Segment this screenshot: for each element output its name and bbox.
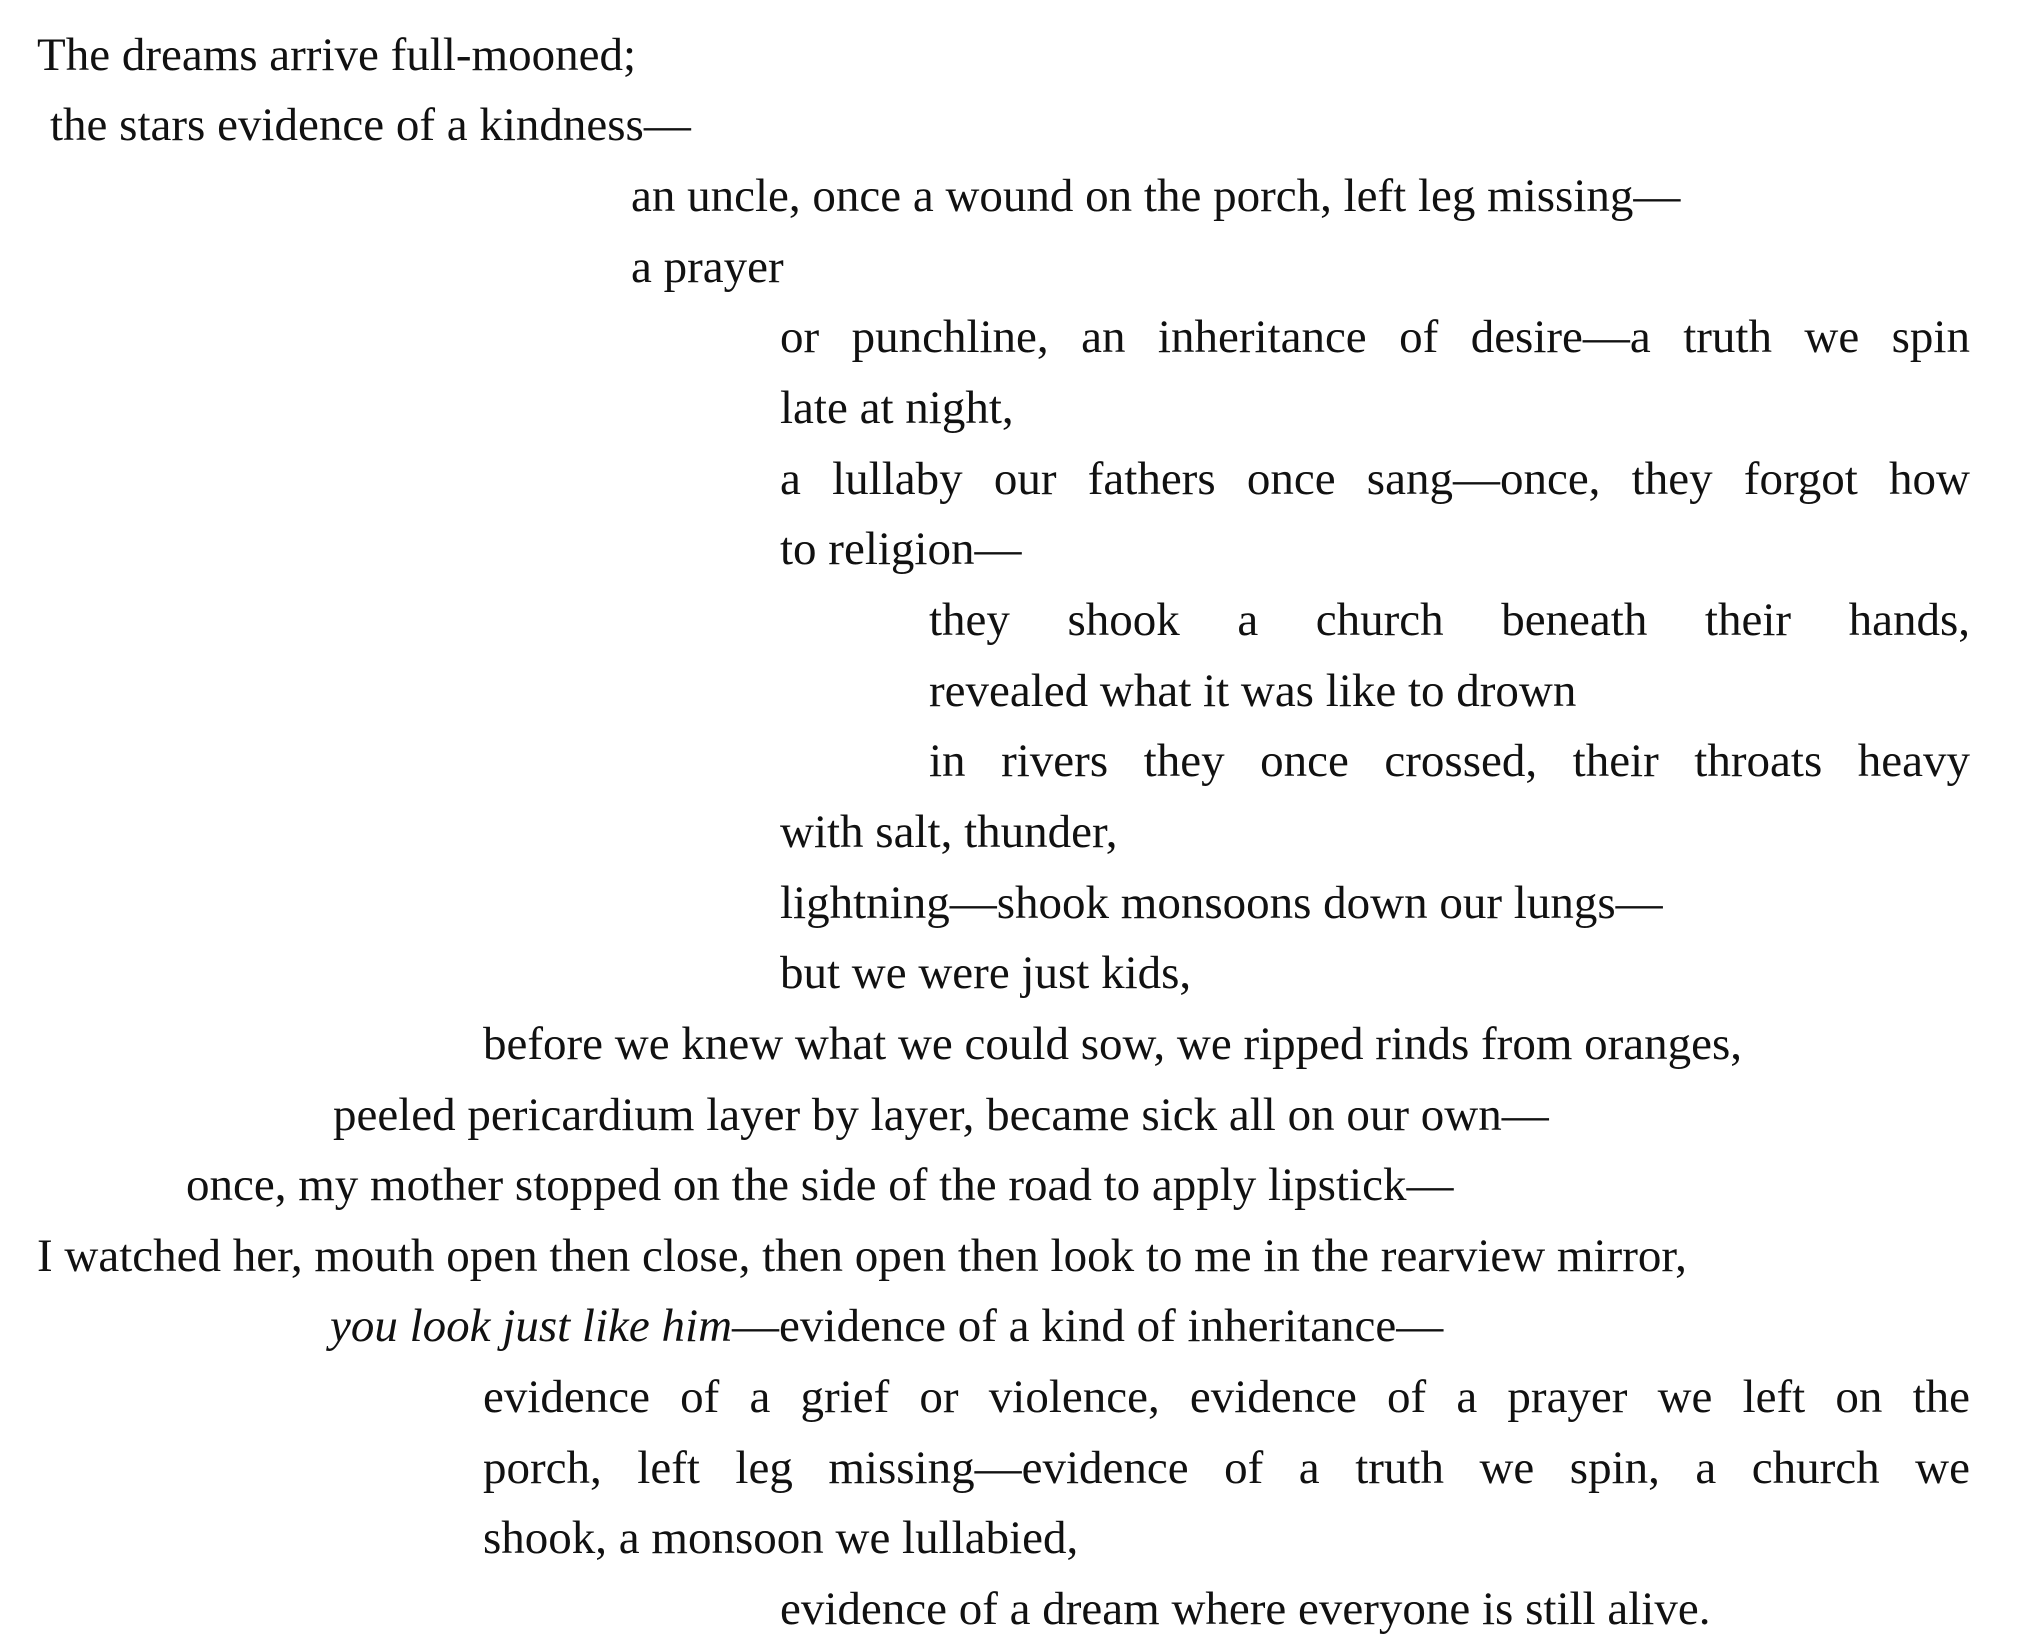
italic-phrase: you look just like him	[330, 1300, 733, 1352]
poem-line: but we were just kids,	[780, 947, 1192, 999]
poem-line: with salt, thunder,	[780, 806, 1118, 858]
poem-line: once, my mother stopped on the side of the road to apply lipstick—	[186, 1159, 1454, 1211]
poem-line: The dreams arrive full-mooned;	[37, 29, 637, 81]
poem-line: evidence of a grief or violence, evidence of a prayer we left on the	[483, 1371, 1970, 1423]
poem-line	[330, 1300, 1444, 1352]
poem-line: an uncle, once a wound on the porch, left leg missing—	[631, 170, 1681, 222]
poem-line: peeled pericardium layer by layer, became sick all on our own—	[333, 1089, 1549, 1141]
poem-line: before we knew what we could sow, we ripped rinds from oranges,	[483, 1018, 1743, 1070]
poem-line: a prayer	[631, 241, 784, 293]
poem-line: lightning—shook monsoons down our lungs—	[780, 877, 1663, 929]
poem-line: a lullaby our fathers once sang—once, they forgot how	[780, 453, 1970, 505]
line-continuation: —evidence of a kind of inheritance—	[732, 1300, 1444, 1352]
poem-line: they shook a church beneath their hands,	[929, 594, 1970, 646]
poem-line: shook, a monsoon we lullabied,	[483, 1512, 1079, 1564]
poem-line: in rivers they once crossed, their throats heavy	[929, 735, 1970, 787]
poem-line: porch, left leg missing—evidence of a truth we spin, a church we	[483, 1442, 1970, 1494]
poem-line: revealed what it was like to drown	[929, 665, 1577, 717]
poem-line: the stars evidence of a kindness—	[50, 99, 691, 151]
poem-line: I watched her, mouth open then close, then open then look to me in the rearview mirror,	[37, 1230, 1687, 1282]
poem-line: evidence of a dream where everyone is still alive.	[780, 1583, 1711, 1635]
poem-line: late at night,	[780, 382, 1014, 434]
poem-line: to religion—	[780, 523, 1022, 575]
poem-line: or punchline, an inheritance of desire—a truth we spin	[780, 311, 1970, 363]
